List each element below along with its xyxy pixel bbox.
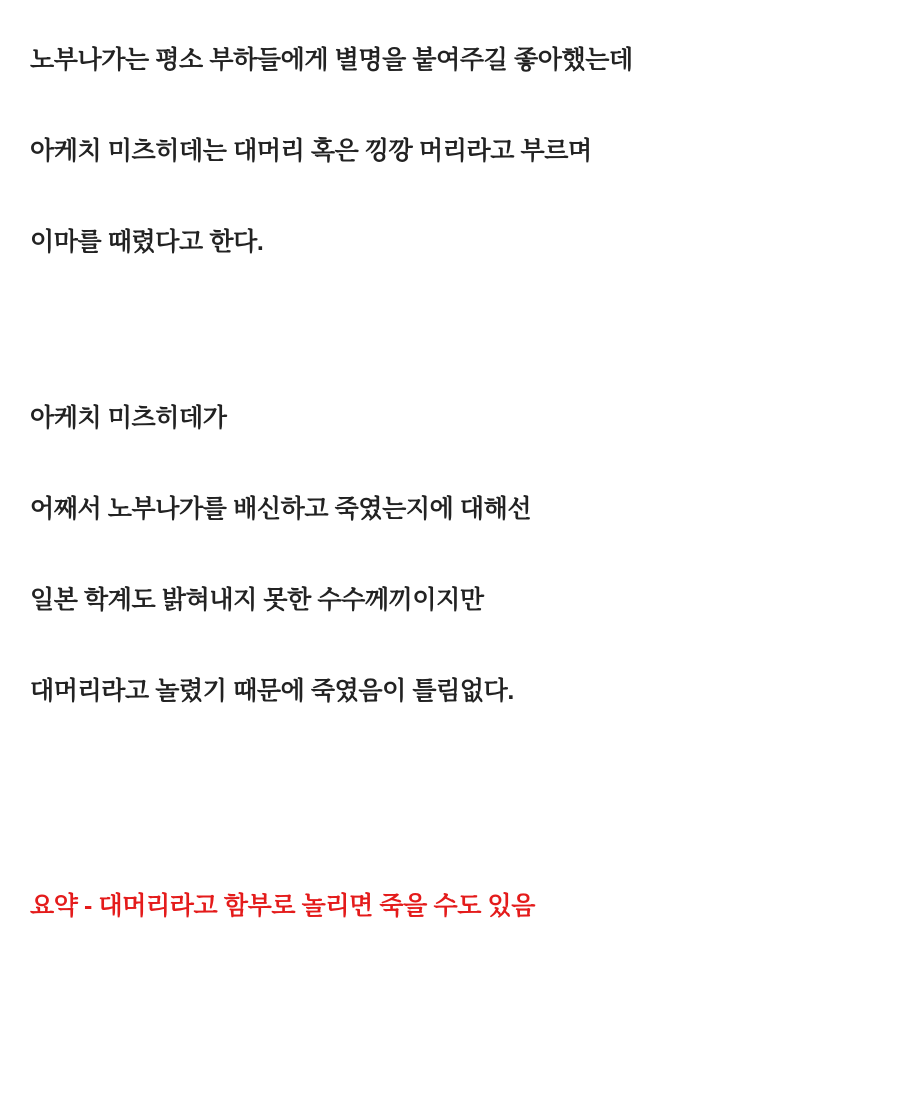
paragraph-2: 아케치 미츠히데는 대머리 혹은 낑깡 머리라고 부르며 [30, 136, 592, 165]
paragraph-4: 아케치 미츠히데가 [30, 404, 227, 433]
section-spacer-2 [30, 765, 870, 890]
paragraph-3: 이마를 때렸다고 한다. [30, 227, 264, 256]
paragraph-5: 어째서 노부나가를 배신하고 죽였는지에 대해선 [30, 495, 532, 523]
summary-line: 요약 - 대머리라고 함부로 놀리면 죽을 수도 있음 [30, 892, 535, 921]
paragraph-6: 일본 학계도 밝혀내지 못한 수수께끼이지만 [30, 585, 484, 614]
paragraph-7: 대머리라고 놀렸기 때문에 죽였음이 틀림없다. [30, 676, 514, 705]
document-body [30, 0, 870, 924]
paragraph-1: 노부나가는 평소 부하들에게 별명을 붙여주길 좋아했는데 [30, 46, 633, 74]
section-spacer-1 [30, 316, 870, 402]
